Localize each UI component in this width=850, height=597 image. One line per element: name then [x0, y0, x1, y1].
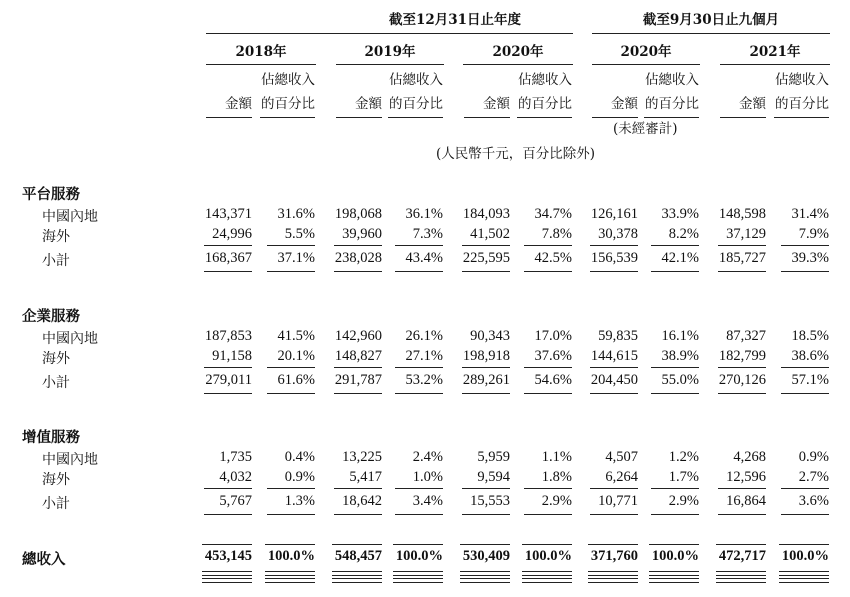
- unaudited-note: (未經審計): [613, 121, 678, 137]
- cell-percentage: 5.5%: [284, 226, 315, 242]
- column-header-amount: 金額: [225, 96, 252, 112]
- total-double-rule: [716, 578, 766, 583]
- subtotal-rule-top: [718, 488, 766, 489]
- cell-percentage: 41.5%: [277, 328, 315, 344]
- cell-amount: 185,727: [718, 250, 766, 266]
- cell-amount: 142,960: [334, 328, 382, 344]
- subtotal-rule-bottom: [395, 514, 443, 515]
- cell-percentage: 3.4%: [412, 493, 443, 509]
- cell-percentage: 1.0%: [412, 469, 443, 485]
- cell-percentage: 17.0%: [534, 328, 572, 344]
- subtotal-rule-top: [395, 245, 443, 246]
- cell-percentage: 20.1%: [277, 348, 315, 364]
- subtotal-rule-bottom: [651, 271, 699, 272]
- cell-amount: 4,507: [605, 449, 638, 465]
- cell-amount: 204,450: [590, 372, 638, 388]
- cell-percentage: 37.1%: [277, 250, 315, 266]
- subtotal-rule-bottom: [524, 514, 572, 515]
- cell-amount: 90,343: [470, 328, 510, 344]
- cell-percentage: 1.7%: [668, 469, 699, 485]
- year-header: 2019年: [364, 44, 416, 60]
- total-double-rule: [393, 578, 443, 583]
- cell-amount: 87,327: [726, 328, 766, 344]
- year-rule: [720, 64, 830, 65]
- cell-percentage: 34.7%: [534, 206, 572, 222]
- total-rule-top: [332, 544, 382, 545]
- subtotal-rule-bottom: [718, 393, 766, 394]
- subtotal-rule-bottom: [651, 393, 699, 394]
- cell-amount: 184,093: [462, 206, 510, 222]
- section-title: 企業服務: [22, 308, 80, 325]
- total-double-rule: [716, 571, 766, 576]
- subtotal-rule-bottom: [590, 271, 638, 272]
- subtotal-rule-top: [651, 245, 699, 246]
- cell-amount: 41,502: [470, 226, 510, 242]
- column-header-amount: 金額: [355, 96, 382, 112]
- total-double-rule: [460, 578, 510, 583]
- cell-percentage: 55.0%: [661, 372, 699, 388]
- subtotal-rule-bottom: [204, 514, 252, 515]
- subtotal-rule-bottom: [267, 271, 315, 272]
- subtotal-rule-top: [334, 245, 382, 246]
- subtotal-rule-top: [267, 367, 315, 368]
- cell-amount: 9,594: [477, 469, 510, 485]
- column-rule: [774, 117, 829, 118]
- cell-amount: 16,864: [726, 493, 766, 509]
- total-double-rule: [588, 571, 638, 576]
- year-header: 2020年: [620, 44, 672, 60]
- subtotal-rule-bottom: [781, 271, 829, 272]
- subtotal-rule-bottom: [204, 393, 252, 394]
- column-header-percentage: 的百分比: [389, 96, 443, 112]
- cell-percentage: 2.7%: [798, 469, 829, 485]
- total-amount: 472,717: [718, 548, 766, 564]
- cell-percentage: 8.2%: [668, 226, 699, 242]
- subtotal-rule-top: [462, 367, 510, 368]
- total-amount: 371,760: [590, 548, 638, 564]
- row-label: 海外: [42, 351, 70, 367]
- cell-amount: 143,371: [204, 206, 252, 222]
- subtotal-rule-top: [395, 488, 443, 489]
- cell-amount: 13,225: [342, 449, 382, 465]
- total-double-rule: [649, 571, 699, 576]
- total-rule-top: [202, 544, 252, 545]
- subtotal-rule-top: [524, 367, 572, 368]
- cell-percentage: 3.6%: [798, 493, 829, 509]
- cell-percentage: 42.5%: [534, 250, 572, 266]
- cell-percentage: 18.5%: [791, 328, 829, 344]
- subtotal-rule-top: [524, 245, 572, 246]
- cell-amount: 270,126: [718, 372, 766, 388]
- cell-amount: 59,835: [598, 328, 638, 344]
- cell-amount: 30,378: [598, 226, 638, 242]
- cell-amount: 1,735: [219, 449, 252, 465]
- total-double-rule: [779, 578, 829, 583]
- column-header-percentage: 的百分比: [261, 96, 315, 112]
- total-double-rule: [202, 571, 252, 576]
- cell-amount: 289,261: [462, 372, 510, 388]
- row-label: 中國內地: [42, 209, 98, 225]
- cell-amount: 5,767: [219, 493, 252, 509]
- cell-amount: 198,068: [334, 206, 382, 222]
- cell-amount: 144,615: [590, 348, 638, 364]
- cell-percentage: 0.9%: [284, 469, 315, 485]
- total-percentage: 100.0%: [524, 548, 572, 564]
- column-header-amount: 金額: [611, 96, 638, 112]
- cell-amount: 126,161: [590, 206, 638, 222]
- column-rule: [388, 117, 443, 118]
- cell-amount: 91,158: [212, 348, 252, 364]
- column-rule: [644, 117, 699, 118]
- row-label: 海外: [42, 472, 70, 488]
- cell-percentage: 27.1%: [405, 348, 443, 364]
- total-rule-top: [716, 544, 766, 545]
- column-header-percentage: 的百分比: [775, 96, 829, 112]
- cell-amount: 291,787: [334, 372, 382, 388]
- cell-percentage: 37.6%: [534, 348, 572, 364]
- column-header-percentage: 的百分比: [645, 96, 699, 112]
- total-rule-top: [265, 544, 315, 545]
- subtotal-rule-top: [334, 367, 382, 368]
- cell-amount: 148,827: [334, 348, 382, 364]
- subtotal-rule-top: [267, 245, 315, 246]
- cell-amount: 5,959: [477, 449, 510, 465]
- cell-percentage: 33.9%: [661, 206, 699, 222]
- total-rule-top: [779, 544, 829, 545]
- column-header-percentage: 佔總收入: [645, 72, 699, 88]
- row-label: 小計: [42, 496, 70, 512]
- subtotal-rule-top: [718, 245, 766, 246]
- column-header-percentage: 的百分比: [518, 96, 572, 112]
- column-header-percentage: 佔總收入: [261, 72, 315, 88]
- cell-percentage: 38.9%: [661, 348, 699, 364]
- subtotal-rule-bottom: [267, 393, 315, 394]
- year-rule: [592, 64, 700, 65]
- cell-percentage: 1.1%: [541, 449, 572, 465]
- total-double-rule: [332, 571, 382, 576]
- cell-percentage: 0.9%: [798, 449, 829, 465]
- subtotal-rule-top: [204, 488, 252, 489]
- subtotal-rule-bottom: [718, 271, 766, 272]
- section-title: 增值服務: [22, 429, 80, 446]
- column-rule: [336, 117, 382, 118]
- total-double-rule: [649, 578, 699, 583]
- cell-amount: 148,598: [718, 206, 766, 222]
- total-double-rule: [588, 578, 638, 583]
- subtotal-rule-bottom: [334, 393, 382, 394]
- column-rule: [517, 117, 572, 118]
- subtotal-rule-top: [204, 245, 252, 246]
- row-label: 海外: [42, 229, 70, 245]
- year-header: 2018年: [235, 44, 287, 60]
- subtotal-rule-top: [590, 245, 638, 246]
- total-rule-top: [460, 544, 510, 545]
- subtotal-rule-bottom: [395, 271, 443, 272]
- cell-percentage: 16.1%: [661, 328, 699, 344]
- cell-percentage: 31.4%: [791, 206, 829, 222]
- subtotal-rule-top: [204, 367, 252, 368]
- subtotal-rule-bottom: [781, 393, 829, 394]
- total-double-rule: [522, 571, 572, 576]
- column-rule: [592, 117, 638, 118]
- subtotal-rule-top: [651, 367, 699, 368]
- subtotal-rule-bottom: [590, 514, 638, 515]
- cell-amount: 156,539: [590, 250, 638, 266]
- row-label: 中國內地: [42, 452, 98, 468]
- total-rule-top: [649, 544, 699, 545]
- subtotal-rule-bottom: [718, 514, 766, 515]
- subtotal-rule-bottom: [781, 514, 829, 515]
- period-header-annual: 截至12月31日止年度: [388, 12, 522, 28]
- column-header-amount: 金額: [483, 96, 510, 112]
- subtotal-rule-top: [267, 488, 315, 489]
- year-rule: [463, 64, 573, 65]
- cell-percentage: 43.4%: [405, 250, 443, 266]
- cell-percentage: 42.1%: [661, 250, 699, 266]
- cell-amount: 238,028: [334, 250, 382, 266]
- cell-amount: 39,960: [342, 226, 382, 242]
- subtotal-rule-bottom: [462, 271, 510, 272]
- subtotal-rule-bottom: [590, 393, 638, 394]
- row-label: 小計: [42, 253, 70, 269]
- cell-amount: 4,032: [219, 469, 252, 485]
- total-double-rule: [332, 578, 382, 583]
- cell-amount: 225,595: [462, 250, 510, 266]
- subtotal-rule-bottom: [524, 393, 572, 394]
- column-header-percentage: 佔總收入: [518, 72, 572, 88]
- total-percentage: 100.0%: [781, 548, 829, 564]
- subtotal-rule-bottom: [462, 514, 510, 515]
- subtotal-rule-top: [651, 488, 699, 489]
- cell-percentage: 53.2%: [405, 372, 443, 388]
- subtotal-rule-top: [524, 488, 572, 489]
- cell-amount: 12,596: [726, 469, 766, 485]
- subtotal-rule-bottom: [462, 393, 510, 394]
- cell-amount: 187,853: [204, 328, 252, 344]
- total-rule-top: [393, 544, 443, 545]
- cell-amount: 4,268: [733, 449, 766, 465]
- cell-percentage: 2.4%: [412, 449, 443, 465]
- cell-percentage: 26.1%: [405, 328, 443, 344]
- subtotal-rule-bottom: [334, 514, 382, 515]
- cell-percentage: 1.3%: [284, 493, 315, 509]
- row-label: 小計: [42, 375, 70, 391]
- column-header-amount: 金額: [739, 96, 766, 112]
- column-rule: [206, 117, 252, 118]
- subtotal-rule-bottom: [267, 514, 315, 515]
- cell-amount: 6,264: [605, 469, 638, 485]
- subtotal-rule-bottom: [524, 271, 572, 272]
- year-rule: [336, 64, 444, 65]
- total-double-rule: [202, 578, 252, 583]
- total-double-rule: [265, 571, 315, 576]
- total-amount: 548,457: [334, 548, 382, 564]
- cell-amount: 168,367: [204, 250, 252, 266]
- header-rule-nine-months: [592, 33, 830, 34]
- total-double-rule: [393, 571, 443, 576]
- cell-amount: 5,417: [349, 469, 382, 485]
- cell-amount: 18,642: [342, 493, 382, 509]
- total-rule-top: [588, 544, 638, 545]
- total-percentage: 100.0%: [651, 548, 699, 564]
- total-double-rule: [265, 578, 315, 583]
- total-double-rule: [522, 578, 572, 583]
- column-rule: [720, 117, 766, 118]
- subtotal-rule-bottom: [651, 514, 699, 515]
- section-title: 平台服務: [22, 186, 80, 203]
- cell-amount: 37,129: [726, 226, 766, 242]
- subtotal-rule-bottom: [334, 271, 382, 272]
- column-header-percentage: 佔總收入: [775, 72, 829, 88]
- period-header-nine-months: 截至9月30日止九個月: [642, 12, 780, 28]
- subtotal-rule-top: [462, 488, 510, 489]
- subtotal-rule-top: [462, 245, 510, 246]
- cell-percentage: 38.6%: [791, 348, 829, 364]
- subtotal-rule-top: [781, 367, 829, 368]
- cell-percentage: 39.3%: [791, 250, 829, 266]
- subtotal-rule-top: [590, 488, 638, 489]
- total-double-rule: [779, 571, 829, 576]
- total-percentage: 100.0%: [267, 548, 315, 564]
- cell-percentage: 57.1%: [791, 372, 829, 388]
- cell-amount: 15,553: [470, 493, 510, 509]
- cell-percentage: 54.6%: [534, 372, 572, 388]
- total-label: 總收入: [22, 551, 66, 568]
- total-double-rule: [460, 571, 510, 576]
- subtotal-rule-top: [590, 367, 638, 368]
- cell-percentage: 2.9%: [541, 493, 572, 509]
- column-rule: [260, 117, 315, 118]
- cell-percentage: 7.8%: [541, 226, 572, 242]
- subtotal-rule-top: [718, 367, 766, 368]
- subtotal-rule-top: [395, 367, 443, 368]
- total-amount: 453,145: [204, 548, 252, 564]
- cell-amount: 279,011: [205, 372, 252, 388]
- cell-percentage: 1.2%: [668, 449, 699, 465]
- subtotal-rule-bottom: [395, 393, 443, 394]
- cell-percentage: 31.6%: [277, 206, 315, 222]
- subtotal-rule-top: [781, 245, 829, 246]
- subtotal-rule-top: [334, 488, 382, 489]
- total-percentage: 100.0%: [395, 548, 443, 564]
- year-header: 2020年: [492, 44, 544, 60]
- cell-percentage: 2.9%: [668, 493, 699, 509]
- cell-amount: 10,771: [598, 493, 638, 509]
- cell-percentage: 7.9%: [798, 226, 829, 242]
- subtotal-rule-bottom: [204, 271, 252, 272]
- cell-amount: 182,799: [718, 348, 766, 364]
- year-rule: [206, 64, 316, 65]
- header-rule-annual: [206, 33, 573, 34]
- total-rule-top: [522, 544, 572, 545]
- column-rule: [464, 117, 510, 118]
- cell-percentage: 0.4%: [284, 449, 315, 465]
- cell-amount: 24,996: [212, 226, 252, 242]
- cell-percentage: 36.1%: [405, 206, 443, 222]
- subtotal-rule-top: [781, 488, 829, 489]
- row-label: 中國內地: [42, 331, 98, 347]
- cell-percentage: 1.8%: [541, 469, 572, 485]
- total-amount: 530,409: [462, 548, 510, 564]
- cell-percentage: 7.3%: [412, 226, 443, 242]
- cell-percentage: 61.6%: [277, 372, 315, 388]
- unit-note: (人民幣千元，百分比除外): [436, 146, 596, 162]
- column-header-percentage: 佔總收入: [389, 72, 443, 88]
- year-header: 2021年: [749, 44, 801, 60]
- cell-amount: 198,918: [462, 348, 510, 364]
